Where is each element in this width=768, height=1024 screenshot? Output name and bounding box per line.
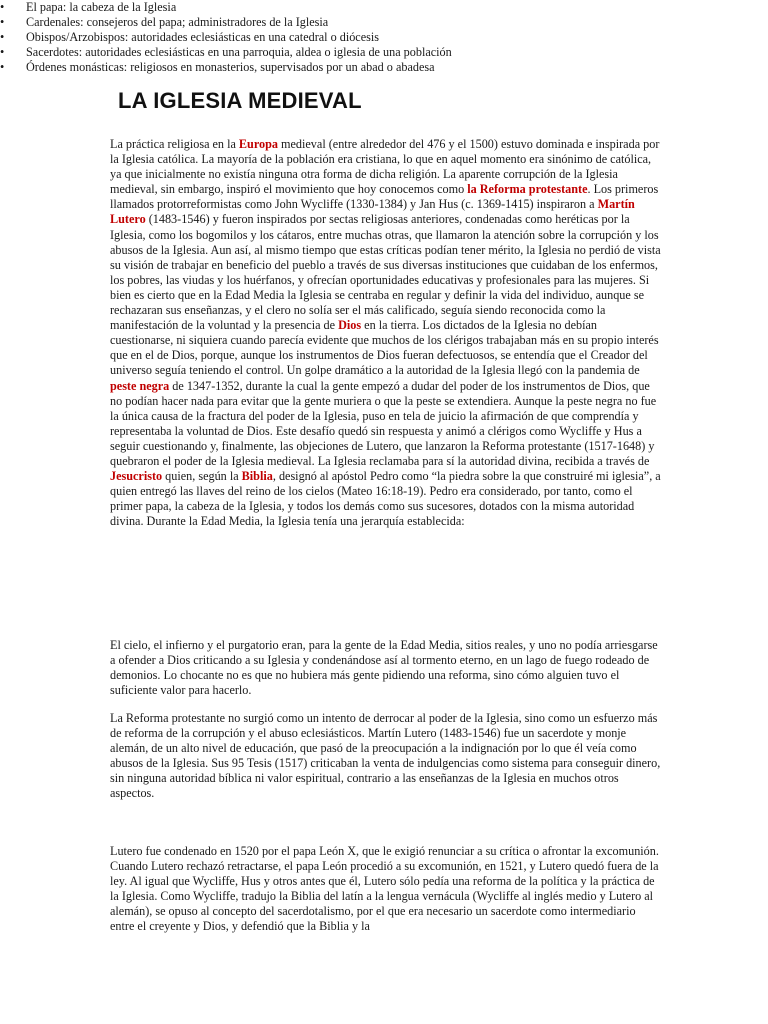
text-run: (1483-1546) y fueron inspirados por sectas religiosas anteriores, condenadas como heréticas por la Iglesia, como los bogomilos y los cátaros, entre muchas otras, que llamaron la atención sobre la corrupción y los abusos de la Iglesia. Aun así, al mismo tiempo que estas críticas podían tener mérito, la Iglesia no perdió de vista su visión de trabajar en beneficio del pueblo a través de sus diversas instituciones que cuidaban de los enfermos, los pobres, las viudas y los huérfanos, y ofrecían oportunidades educativas y profesionales para las mujeres. Si bien es cierto que en la Edad Media la Iglesia se centraba en regular y definir la vida del individuo, aunque se rechazaran sus enseñanzas, y el clero no solía ser el más calificado, seguía siendo reconocida como la manifestación de la voluntad y la presencia de (110, 212, 661, 333)
link-europa[interactable]: Europa (238, 137, 278, 151)
link-dios[interactable]: Dios (338, 318, 362, 333)
bullet-icon: • (0, 0, 5, 14)
link-martin-lutero[interactable]: Martín Lutero (110, 197, 635, 227)
bullet-icon: • (0, 45, 5, 60)
heaven-hell-paragraph: El cielo, el infierno y el purgatorio eran, para la gente de la Edad Media, sitios reales, y uno no podía arriesgarse a ofender a Dios criticando a su Iglesia y condenándose así al tormento eterno, en un lago de fuego rodeado de demonios. Lo chocante no es que no hubiera más gente pidiendo una reforma, sino cómo alguien tuvo el suficiente valor para hacerlo. (110, 638, 658, 698)
text-run: . Los primeros llamados protorreformistas como John Wycliffe (1330-1384) y Jan Hus (c. 1369-1415) inspiraron a (110, 182, 659, 212)
link-peste-negra[interactable]: peste negra (110, 378, 170, 393)
reforma-paragraph: La Reforma protestante no surgió como un intento de derrocar al poder de la Iglesia, sino como un esfuerzo más de reforma de la corrupción y el abuso eclesiásticos. Martín Lutero (1483-1546) fue un sacerdote y monje alemán, de un alto nivel de educación, que pasó de la preocupación a la indignación por lo que él veía como abusos de la Iglesia. Sus 95 Tesis (1517) criticaban la venta de indulgencias como sistema para conseguir dinero, sin ninguna autoridad bíblica ni valor espiritual, contrario a las enseñanzas de la Iglesia en muchos otros aspectos. (110, 711, 661, 801)
lutero-paragraph: Lutero fue condenado en 1520 por el papa León X, que le exigió renunciar a su crítica o afrontar la excomunión. Cuando Lutero rechazó retractarse, el papa León procedió a su excomunión, en 1521, y Lutero quedó fuera de la ley. Al igual que Wycliffe, Hus y otros antes que él, Lutero sólo pedía una reforma de la política y la práctica de la Iglesia. Como Wycliffe, tradujo la Biblia del latín a la lengua vernácula (Wycliffe al inglés medio y Lutero al alemán), se opuso al concepto del sacerdotalismo, por el que era necesario un sacerdote como intermediario entre el creyente y Dios, y defendió que la Biblia y la (110, 844, 659, 934)
bullet-icon: • (0, 15, 5, 30)
list-item: • Cardenales: consejeros del papa; administradores de la Iglesia (0, 15, 329, 30)
text-run: medieval (entre alrededor del 476 y el 1500) estuvo dominada e inspirada por la Iglesia católica. La mayoría de la población era cristiana, lo que en aquel momento era sinónimo de católica, ya que inicialmente no existía ninguna otra forma de dicha religión. La aparente corrupción de la Iglesia medieval, sin embargo, inspiró el movimiento que hoy conocemos como (110, 137, 660, 197)
list-item: • El papa: la cabeza de la Iglesia (0, 0, 177, 14)
bullet-icon: • (0, 30, 5, 45)
link-reforma-protestante[interactable]: la Reforma protestante (467, 182, 588, 197)
text-run: quien, según la (162, 469, 242, 484)
page-title: LA IGLESIA MEDIEVAL (118, 88, 362, 113)
list-item: • Sacerdotes: autoridades eclesiásticas en una parroquia, aldea o iglesia de una población (0, 45, 452, 60)
text-run: La práctica religiosa en la (110, 137, 239, 151)
text-run: en la tierra. Los dictados de la Iglesia no debían cuestionarse, ni siquiera cuando parecía evidente que muchos de los clérigos trabajaban más en su propio interés que en el de Dios, porque, aunque los instrumentos de Dios fueran defectuosos, se entendía que el Creador del universo seguía teniendo el control. Un golpe dramático a la autoridad de la Iglesia llegó con la pandemia de (110, 318, 659, 378)
text-run: de 1347-1352, durante la cual la gente empezó a dudar del poder de los instrumentos de Dios, que no podían hacer nada para evitar que la gente muriera o que la peste se extendiera. Aunque la peste negra no fue la única causa de la fractura del poder de la Iglesia, puso en tela de juicio la afirmación de que comprendía y representaba la voluntad de Dios. Este desafío quedó sin respuesta y animó a clérigos como Wycliffe y Hus a seguir cuestionando y, finalmente, las objeciones de Lutero, que lanzaron la Reforma protestante (1517-1648) y quebraron el poder de la Iglesia medieval. La Iglesia reclamaba para sí la autoridad divina, recibida a través de (110, 378, 657, 468)
link-biblia[interactable]: Biblia (241, 469, 273, 484)
hierarchy-list (0, 0, 520, 75)
link-jesucristo[interactable]: Jesucristo (110, 469, 163, 484)
text-run: , designó al apóstol Pedro como “la piedra sobre la que construiré mi iglesia”, a quien entregó las llaves del reino de los cielos (Mateo 16:18-19). Pedro era considerado, por tanto, como el primer papa, la cabeza de la Iglesia, y todos los demás como sus sucesores, dotados con la misma autoridad divina. Durante la Edad Media, la Iglesia tenía una jerarquía establecida: (110, 469, 661, 529)
list-item: • Obispos/Arzobispos: autoridades eclesiásticas en una catedral o diócesis (0, 30, 379, 45)
list-item: • Órdenes monásticas: religiosos en monasterios, supervisados por un abad o abadesa (0, 60, 435, 75)
intro-paragraph (110, 137, 662, 529)
bullet-icon: • (0, 60, 5, 75)
